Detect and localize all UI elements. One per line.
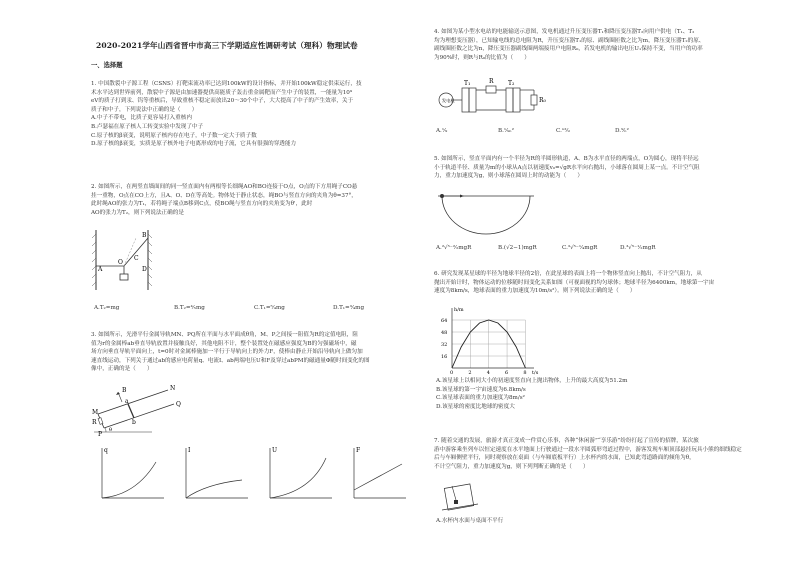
q6-x-tick-label: 6 [505, 370, 509, 376]
q4-label-r: R [489, 78, 494, 85]
q4-circuit-figure [434, 74, 554, 124]
q5-line: 力，重力加速度为g，则小球落在圆周上时的动能为（ ） [434, 173, 584, 180]
q1-option-c: C.原子核的β衰变，说明原子核内存在电子，中子数一定大于质子数 [91, 132, 257, 139]
question-2 [91, 183, 417, 217]
q6-x-tick-label: 4 [486, 370, 490, 376]
q4-option-d: D.⁹⁄ₙ² [615, 128, 629, 134]
q4-line: 4. 如图为某小型水电站的电能输送示意图，发电机通过升压变压器T₁和降压变压器T₂向用户供电（T₁、T₂ [434, 29, 695, 35]
q6-chart [438, 306, 538, 376]
q6-x-axis-label: t/s [532, 370, 539, 376]
q1-line: eV的质子打到汞、钨等重核后，导致重核不稳定而放出20～30个中子，大大提高了中子的产生效率，关于 [91, 98, 354, 105]
q3-figure [92, 384, 182, 436]
q6-option-c: C.该星球表面的重力加速度为8m/s² [436, 395, 525, 402]
q6-line: 6. 研究发现某星球的半径为地球半径的2倍，在此星球的表面上将一个物体竖直向上抛出，不计空气阻力，从 [434, 271, 702, 277]
q6-line: 速度为8km/s，地球表面的重力加速度为10m/s²）。则下列说法正确的是（ ） [434, 288, 636, 295]
q6-options [436, 377, 766, 411]
q2-label-a: A [98, 266, 103, 273]
q4-line: 均为理想变压器），已知输电线的总电阻为R，升压变压器T₁的原、副线圈匝数之比为m，降压变压器T₂的原、 [434, 37, 705, 44]
q5-option-d: D.³√⁵⁻¹⁄₂mgR [620, 245, 656, 251]
q3-label-q: Q [176, 401, 181, 408]
q2-line: 此时绳AO的张力为T₁，若将绳子端点B移到C点，使BO绳与竖直方向的夹角变为θ'，此时 [91, 201, 313, 208]
q3-graph-q [102, 447, 164, 498]
q6-x-tick-label: 8 [523, 370, 527, 376]
q3-line: 像中，正确的是（ ） [91, 366, 153, 373]
q1-line: 术水平达到世界前列，散裂中子源是由加速器提供高能质子轰击重金属靶而产生中子的装置，一能量为10⁹ [91, 89, 353, 96]
q3-graph-u [270, 447, 332, 498]
q6-y-axis-label: h/m [454, 307, 464, 313]
q3-label-m: M [92, 409, 99, 416]
q2-label-b: B [142, 232, 147, 239]
q3-label-b-field: B [122, 387, 127, 394]
q6-line: 抛出开始计时，物体运动的位移随时间变化关系如图（可视面视的均匀球体；地球半径为6400km，地球第一宇宙 [434, 279, 715, 286]
q2-label-d: D [142, 266, 147, 273]
q6-x-tick-label: 2 [468, 370, 472, 376]
q4-option-c: C.ⁿ²⁄₉ [556, 128, 570, 134]
q4-option-a: A.¹⁄₉ [436, 128, 448, 134]
q6-y-tick-label: 64 [441, 318, 448, 324]
q6-option-b: B.该星球的第一宇宙速度为6.8km/s [436, 386, 526, 393]
q3-label-n: N [170, 385, 176, 392]
q6-y-tick-label: 32 [441, 342, 448, 348]
q3-label-b: b [132, 419, 136, 426]
q3-line: 场方向垂直导轨平面向上，t=0时对金属棒施加一平行于导轨向上的外力F，使棒由静止开始沿导轨向上做匀加 [91, 349, 363, 356]
q6-y-tick-label: 48 [441, 330, 448, 336]
q1-option-b: B.卢瑟福在原子核人工转变实验中发现了中子 [91, 123, 204, 130]
q5-semicircle-figure [436, 190, 536, 240]
q6-x-tick-label: 0 [450, 370, 454, 376]
q3-label-r: R [92, 419, 97, 426]
q3-line: 值为r的金属棒ab垂直导轨放置并接触良好，其他电阻不计，整个装置处在磁感应强度为B的匀强磁场中，磁 [91, 340, 357, 347]
q4-label-generator: 发电机 [442, 98, 455, 103]
q3-label-a: a [125, 398, 129, 405]
question-1 [91, 80, 417, 149]
section-heading: 一、选择题 [91, 62, 123, 69]
q3-graph-row [96, 440, 406, 512]
q4-label-r0: R₀ [539, 97, 546, 104]
question-3 [91, 331, 417, 374]
q6-option-d: D.该星球的密度比地球的密度大 [436, 403, 515, 410]
q6-option-a: A.该星球上以相同大小的初速度竖直向上抛出物体，上升的最大高度为51.2m [436, 378, 628, 384]
q5-option-c: C.³√⁵⁻¹⁄₄mgR [562, 245, 598, 251]
q3-label-theta: θ [109, 427, 113, 433]
q5-line: 5. 如图所示，竖直平面内有一个半径为R的半圆形轨道，A、B为水平直径的两端点，O为圆心，现将半径远 [434, 156, 699, 162]
q3-graph-i-label: I [188, 447, 191, 454]
q4-option-b: B.¹⁄₉ₙ² [498, 128, 514, 134]
q3-graph-u-label: U [272, 447, 278, 454]
q3-label-p: P [98, 431, 103, 438]
q7-line: 7. 随着交通的发展，旅游才真正变成一件赏心乐事，各种“休闲游”“享乐游”纷纷打起了宣传的招牌，某次旅 [434, 438, 699, 444]
q2-option-c: C.T₁=⁵⁄₄mg [254, 305, 285, 311]
question-4 [434, 28, 764, 62]
q2-option-d: D.T₁=³⁄₄mg [333, 305, 365, 311]
q7-option-a: A.水杯内水面与桌面不平行 [436, 518, 504, 524]
q5-line: 小于轨道半径、质量为m的小球从A点以初速度v₀=√gR水平向右抛出，小球落在圆周上某一点。不计空气阻 [434, 164, 700, 171]
q1-option-a: A.中子不带电，比质子更容易打入重核内 [91, 115, 192, 122]
q4-label-t1: T₁ [464, 80, 471, 87]
q7-line: 游中游客乘坐列车以恒定速度在水平地面上行驶通过一段水平圆弧形弯道过程中，游客发现车厢顶部悬挂玩具小熊的细线稳定 [434, 446, 742, 453]
q2-option-b: B.T₂=⁴⁄₅mg [174, 305, 205, 311]
q4-line: 副线圈匝数之比为n，降压变压器副线圈两端接用户电阻R₀，若发电机的输出电压U₁保持不变，当用户的功率 [434, 46, 703, 53]
q1-line: 质子和中子，下列说法中正确的是（ ） [91, 106, 198, 113]
q5-option-b: B.(√2−1)mgR [498, 245, 537, 251]
q3-graph-f [354, 447, 406, 498]
question-7 [434, 437, 764, 471]
q1-line: 1. 中国散裂中子源工程（CSNS）打靶束流功率已达到100kW的设计指标，并开始100kW稳定供束运行，技 [91, 81, 362, 87]
q7-train-figure [440, 480, 480, 514]
q2-figure [92, 226, 152, 294]
q2-line: 2. 如图所示，在两竖直墙面间的同一竖直面内有两根等长细绳AO和BO连接于O点，O点的下方用绳子CO悬 [91, 184, 358, 190]
q3-graph-i [186, 447, 248, 498]
q2-label-o: O [118, 259, 123, 266]
exam-title: 2020-2021学年山西省晋中市高三下学期适应性调研考试（理科）物理试卷 [96, 41, 358, 50]
q7-line: 不计空气阻力，重力加速度为g，则下列判断正确的是（ ） [434, 463, 589, 470]
q2-line: AO的张力为T₂，则下列说法正确的是 [91, 209, 184, 216]
question-5 [434, 155, 764, 181]
q4-label-t2: T₂ [508, 80, 515, 87]
q3-line: 速直线运动，下列关于通过ab的感应电荷量q、电流I、ab两端电压U和F及穿过abPM的磁通量Φ随时间变化的图 [91, 357, 370, 364]
q2-option-a: A.T₂=mg [94, 305, 120, 311]
q6-y-tick-label: 16 [441, 354, 448, 360]
q2-label-c: C [134, 255, 139, 262]
q2-line: 挂一重物，O点在CO上方，且A、O、D在等高处。物体处于静止状态，绳BO与竖直方向的夹角为θ=37°， [91, 192, 357, 199]
q3-graph-f-label: F [356, 447, 361, 454]
q3-line: 3. 如图所示，光滑平行金属导轨MN、PQ所在平面与水平面成θ角，M、P之间接一阻值为R的定值电阻，阻 [91, 332, 358, 338]
q4-line: 为90%时，则R与R₀的比值为（ ） [434, 54, 530, 61]
q3-graph-q-label: q [104, 447, 108, 454]
q5-option-a: A.²√⁵⁻²⁄₂mgR [436, 245, 472, 251]
q7-line: 后与车厢侧壁平行，同时观察放在桌面（与车厢底板平行）上水杯内的水面，已知此弯道路面的倾角为θ， [434, 455, 695, 462]
q1-option-d: D.原子核的β衰变，实质是原子核外电子电离形成的电子流，它具有很强的穿透能力 [91, 141, 297, 148]
question-6 [434, 270, 764, 296]
